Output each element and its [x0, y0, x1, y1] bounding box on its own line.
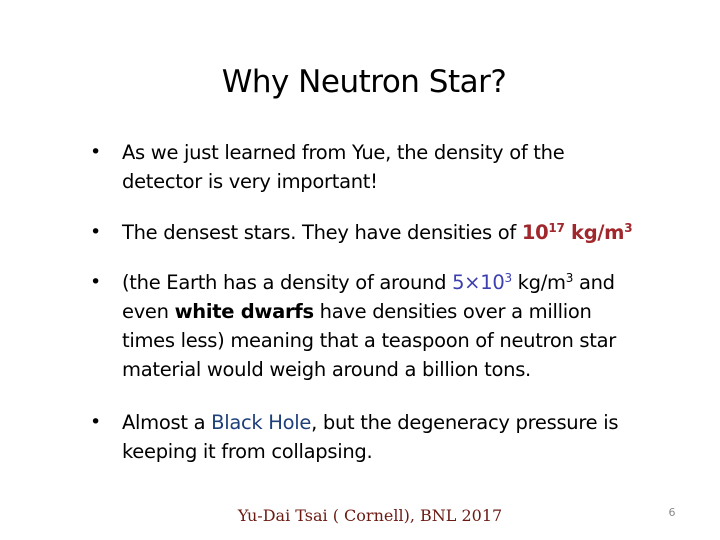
bullet-text: As we just learned from Yue, the density of the detector is very important!	[122, 141, 565, 193]
bullet-suffix: have densities over a million times less) meaning that a teaspoon of neutron star material would weigh around a billion tons.	[122, 300, 617, 381]
density-unit: kg/m	[564, 221, 625, 244]
earth-value: 5×10	[452, 271, 505, 294]
page-number: 6	[668, 506, 676, 519]
bullet-marker: •	[90, 411, 101, 433]
bullet-suffix: , but the degeneracy pressure is keeping it from collapsing.	[122, 411, 619, 463]
earth-unit: kg/m	[511, 271, 566, 294]
bullet-prefix: (the Earth has a density of around	[122, 271, 453, 294]
bullet-marker: •	[90, 221, 101, 243]
density-value	[522, 221, 632, 244]
bullet-text	[122, 218, 650, 247]
bullet-prefix: Almost a	[122, 411, 212, 434]
bullet-item-1	[90, 138, 650, 196]
density-exponent: 17	[548, 221, 565, 235]
earth-density-value	[452, 271, 512, 294]
slide-title: Why Neutron Star?	[221, 64, 507, 100]
density-base: 10	[521, 221, 549, 244]
white-dwarfs-highlight: white dwarfs	[174, 300, 314, 323]
bullet-mid: and even	[122, 271, 615, 323]
earth-exponent: 3	[504, 271, 512, 285]
bullet-marker: •	[90, 271, 101, 293]
bullet-item-2	[90, 218, 650, 247]
black-hole-highlight: Black Hole	[211, 411, 312, 434]
slide-footer: Yu-Dai Tsai ( Cornell), BNL 2017	[237, 506, 503, 525]
bullet-prefix: The densest stars. They have densities of	[122, 221, 522, 244]
bullet-item-4	[90, 408, 650, 466]
bullet-text	[122, 268, 650, 384]
density-unit-exponent: 3	[624, 221, 633, 235]
bullet-marker: •	[90, 141, 101, 163]
earth-unit-exponent: 3	[565, 271, 574, 285]
bullet-text	[122, 408, 650, 466]
bullet-item-3	[90, 268, 650, 384]
